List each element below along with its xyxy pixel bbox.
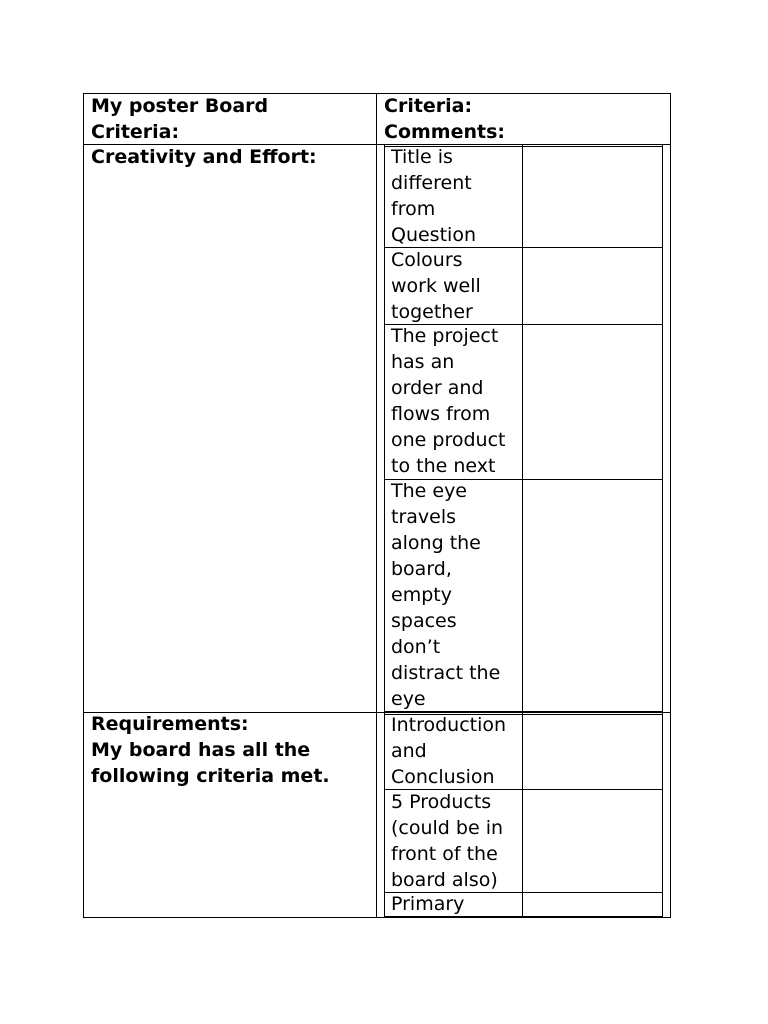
section-heading-creativity: Creativity and Effort: — [91, 146, 317, 168]
criterion-products: 5 Products (could be in front of the board also) — [391, 791, 504, 891]
inner-mid-border — [522, 145, 523, 918]
inner-right-border — [662, 145, 663, 918]
column-divider — [376, 93, 377, 918]
header-criteria-comments: Criteria: Comments: — [384, 95, 505, 143]
header-poster-criteria: My poster Board Criteria: — [91, 95, 269, 143]
table-border — [83, 93, 671, 918]
inner-left-border — [384, 145, 385, 918]
criterion-intro-conclusion: Introduction and Conclusion — [391, 714, 507, 788]
criterion-colours: Colours work well together — [391, 249, 481, 323]
section-heading-requirements: Requirements: My board has all the following criteria met. — [91, 713, 330, 787]
criterion-title: Title is different from Question — [391, 146, 476, 246]
criterion-eye-travel: The eye travels along the board, empty spaces don’t distract the eye — [391, 480, 501, 710]
criterion-primary: Primary — [391, 893, 465, 915]
criterion-order: The project has an order and flows from one product to the next — [391, 325, 506, 477]
